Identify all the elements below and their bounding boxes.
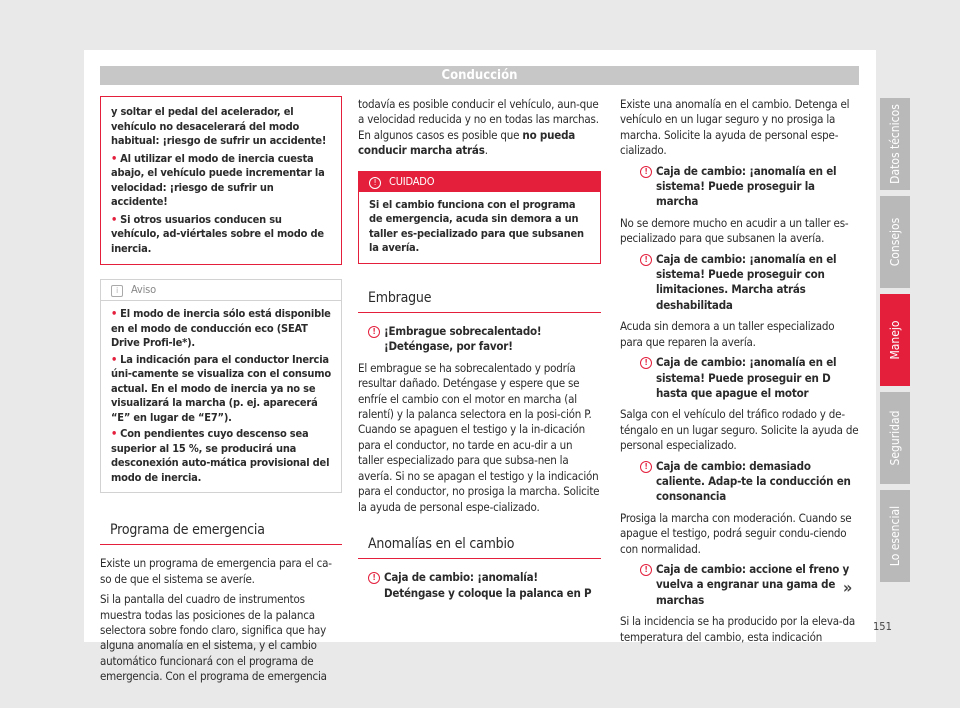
indicator-warning: ! Caja de cambio: ¡anomalía en el sistema! Puede proseguir la marcha [640, 164, 860, 210]
cuidado-body: Si el cambio funciona con el programa de emergencia, acuda sin demora a un taller es-pecializado para que subsanen la avería. [369, 197, 584, 255]
aviso-header: i Aviso [101, 280, 341, 301]
indicator-warning: ! ¡Embrague sobrecalentado! ¡Deténgase, por favor! [368, 324, 601, 355]
section-title-programa: Programa de emergencia [100, 523, 342, 545]
cuidado-box [358, 171, 601, 264]
warning-icon: ! [640, 254, 652, 266]
warning-icon: ! [368, 326, 380, 338]
aviso-item: • Con pendientes cuyo descenso sea superior al 15 %, se producirá una desconexión auto-mática provisional del modo de inercia. [111, 427, 330, 484]
indicator-warning: ! Caja de cambio: ¡anomalía! Deténgase y coloque la palanca en P [368, 570, 601, 601]
continue-arrow-icon: » [843, 578, 853, 597]
warning-icon: ! [369, 177, 381, 189]
column-1 [100, 96, 342, 690]
indicator-warning: ! Caja de cambio: demasiado caliente. Adap-te la conducción en consonancia [640, 459, 860, 505]
tab-seguridad[interactable]: Seguridad [880, 392, 910, 484]
aviso-box [100, 279, 342, 493]
column-2 [358, 97, 601, 601]
aviso-body [101, 301, 341, 492]
paragraph: No se demore mucho en acudir a un taller es-pecializado para que subsanen la avería. [620, 215, 849, 246]
warning-line: • Si otros usuarios conducen su vehículo, ad-viértales sobre el modo de inercia. [111, 212, 324, 255]
tab-manejo[interactable]: Manejo [880, 294, 910, 386]
indicator-warning: ! Caja de cambio: ¡anomalía en el sistema! Puede proseguir con limitaciones. Marcha atrás deshabilitada [640, 252, 860, 314]
warning-box [100, 96, 342, 265]
warning-icon: ! [640, 357, 652, 369]
column-3 [620, 97, 860, 650]
tab-datos-tecnicos[interactable]: Datos técnicos [880, 98, 910, 190]
tab-consejos[interactable]: Consejos [880, 196, 910, 288]
indicator-warning: ! Caja de cambio: ¡anomalía en el sistema! Puede proseguir en D hasta que apague el motor [640, 355, 860, 401]
info-icon: i [111, 285, 123, 297]
tab-lo-esencial[interactable]: Lo esencial [880, 490, 910, 582]
section-title-anomalias: Anomalías en el cambio [358, 537, 601, 559]
paragraph: Acuda sin demora a un taller especializado para que reparen la avería. [620, 319, 835, 349]
aviso-item: • La indicación para el conductor Inercia úni-camente se visualiza con el consumo actual. En el modo de inercia ya no se visualizará la marcha (p. ej. aparecerá “E” en lugar de “E7”). [111, 352, 331, 424]
warning-icon: ! [640, 461, 652, 473]
warning-icon: ! [368, 572, 380, 584]
page-number: 151 [873, 620, 892, 633]
paragraph: Si la incidencia se ha producido por la eleva-da temperatura del cambio, esta indicación [620, 614, 855, 644]
section-title-embrague: Embrague [358, 291, 601, 313]
warning-icon: ! [640, 166, 652, 178]
paragraph: Existe un programa de emergencia para el ca-so de que el sistema se averíe. [100, 556, 332, 586]
paragraph: Si la pantalla del cuadro de instrumentos muestra todas las posiciones de la palanca selectora sobre fondo claro, significa que hay alguna anomalía en el sistema, y el cambio automático funcionará con el programa de emergencia. Con el programa de emergencia [100, 592, 327, 684]
page-header: Conducción [100, 66, 859, 85]
paragraph: Existe una anomalía en el cambio. Detenga el vehículo en un lugar seguro y no prosiga la marcha. Solicite la ayuda de personal espe-cializado. [620, 97, 850, 158]
warning-icon: ! [640, 564, 652, 576]
paragraph: Prosiga la marcha con moderación. Cuando se apague el testigo, podrá seguir condu-ciendo con normalidad. [620, 510, 852, 556]
warning-line: • Al utilizar el modo de inercia cuesta abajo, el vehículo puede incrementar la velocidad: ¡riesgo de sufrir un accidente! [111, 151, 325, 208]
warning-line: y soltar el pedal del acelerador, el vehículo no desacelerará del modo habitual: ¡riesgo de sufrir un accidente! [111, 105, 327, 147]
cuidado-header: ! CUIDADO [359, 172, 600, 192]
indicator-warning: ! Caja de cambio: accione el freno y vuelva a engranar una gama de marchas [640, 562, 860, 608]
paragraph: todavía es posible conducir el vehículo, aun-que a velocidad reducida y no en todas las marchas. En algunos casos es posible que no pueda conducir marcha atrás. [358, 97, 599, 158]
aviso-item: • El modo de inercia sólo está disponible en el modo de conducción eco (SEAT Drive Profi-le*). [111, 307, 331, 349]
paragraph: Salga con el vehículo del tráfico rodado y de-téngalo en un lugar seguro. Solicite la ayuda de personal especializado. [620, 407, 859, 453]
paragraph: El embrague se ha sobrecalentado y podría resultar dañado. Deténgase y espere que se enfríe el cambio con el motor en marcha (al ralentí) y la palanca selectora en la posi-ción P. Cuando se apaguen el testigo y la in-dicación para el conductor, no tarde en acu-dir a un taller especializado para que subsa-nen la avería. Si no se apagan el testigo y la indicación para el conductor, no prosiga la marcha. Solicite la ayuda de personal espe-cializado. [358, 360, 600, 514]
